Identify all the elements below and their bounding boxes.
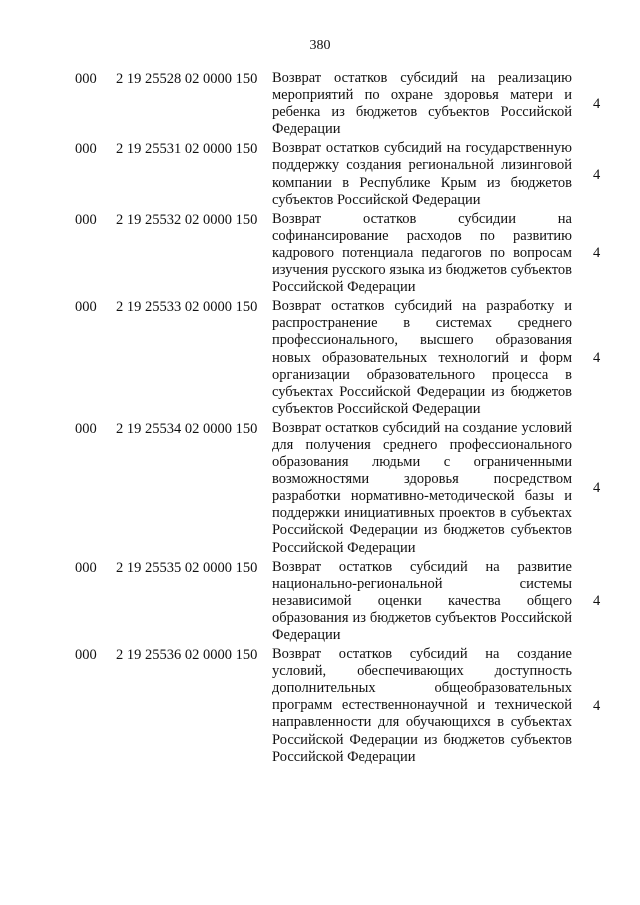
page-number: 380: [309, 38, 331, 53]
budget-classification-code: 2 19 25536 02 0000 150: [116, 647, 258, 664]
budget-level: 4: [593, 245, 601, 262]
admin-code: 000: [75, 71, 97, 87]
table-row: [0, 420, 640, 557]
table-row: [0, 298, 640, 418]
budget-level: 4: [593, 480, 601, 497]
table-row: [0, 70, 640, 138]
revenue-description: Возврат остатков субсидий на создание условий, обеспечивающих доступность дополнительных общеобразовательных программ естественнонаучной и технической направленности для обучающихся в субъектах Российской Федерации из бюджетов субъектов Российской Федерации: [272, 646, 572, 765]
admin-code: 000: [75, 647, 97, 664]
admin-code: 000: [75, 559, 97, 576]
table-row: [0, 211, 640, 296]
table-row: [0, 646, 640, 766]
revenue-description: Возврат остатков субсидий на создание условий для получения среднего профессионального образования людьми с ограниченными возможностями здоровья посредством разработки нормативно-методической базы и поддержки инициативных проектов в субъектах Российской Федерации из бюджетов субъектов Российской Федерации: [272, 419, 572, 556]
revenue-description: Возврат остатков субсидий на разработку и распространение в системах среднего профессионального, высшего образования новых образовательных технологий и форм организации образовательного процесса в субъектах Российской Федерации из бюджетов субъектов Российской Федерации: [272, 298, 572, 417]
admin-code: 000: [75, 211, 97, 228]
budget-classification-code: 2 19 25533 02 0000 150: [116, 299, 258, 316]
admin-code: 000: [75, 420, 97, 437]
table-row: [0, 140, 640, 208]
budget-classification-code: 2 19 25535 02 0000 150: [116, 559, 258, 576]
revenue-description: Возврат остатков субсидий на развитие национально-региональной системы независимой оценки качества общего образования из бюджетов субъектов Российской Федерации: [272, 558, 572, 643]
revenue-description: Возврат остатков субсидий на государственную поддержку создания региональной лизинговой компании в Республике Крым из бюджетов субъектов Российской Федерации: [272, 140, 572, 208]
admin-code: 000: [75, 141, 97, 158]
revenue-description: Возврат остатков субсидии на софинансирование расходов по развитию кадрового потенциала педагогов по вопросам изучения русского языка из бюджетов субъектов Российской Федерации: [272, 210, 572, 296]
table-row: [0, 559, 640, 644]
budget-level: 4: [593, 697, 601, 714]
budget-level: 4: [593, 166, 601, 183]
budget-level: 4: [593, 350, 601, 367]
revenue-description: Возврат остатков субсидий на реализацию мероприятий по охране здоровья матери и ребенка из бюджетов субъектов Российской Федерации: [272, 70, 572, 138]
budget-classification-code: 2 19 25528 02 0000 150: [116, 71, 258, 87]
budget-classification-code: 2 19 25531 02 0000 150: [116, 141, 258, 158]
budget-level: 4: [593, 593, 601, 610]
budget-classification-code: 2 19 25534 02 0000 150: [116, 420, 258, 437]
budget-code-table: [0, 70, 640, 768]
admin-code: 000: [75, 299, 97, 316]
budget-level: 4: [593, 96, 601, 113]
budget-classification-code: 2 19 25532 02 0000 150: [116, 211, 258, 228]
